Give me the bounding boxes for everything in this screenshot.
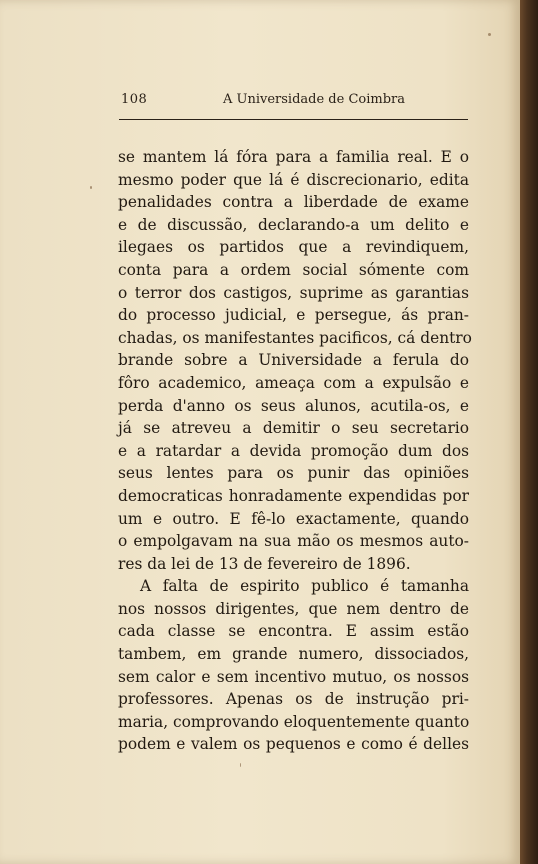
text-line: brande sobre a Universidade a ferula do [118,351,469,370]
text-line: nos nossos dirigentes, que nem dentro de [118,599,469,618]
body-text [118,146,472,756]
text-line: perda d'anno os seus alunos, acutila-os, e [118,396,469,415]
text-line: ilegaes os partidos que a revindiquem, [118,238,469,257]
text-line: res da lei de 13 de fevereiro de 1896. [118,554,411,573]
text-line: seus lentes para os punir das opiniões [118,464,469,483]
text-line: já se atreveu a demitir o seu secretario [118,419,469,438]
text-line: cada classe se encontra. E assim estão [118,622,469,641]
text-line: um e outro. E fê-lo exactamente, quando [118,509,469,528]
text-line: e a ratardar a devida promoção dum dos [118,441,469,460]
text-line: do processo judicial, e persegue, ás pran- [118,306,469,325]
text-line: maria, comprovando eloquentemente quanto [118,712,470,731]
text-line: fôro academico, ameaça com a expulsão e [118,373,469,392]
text-line: A falta de espirito publico é tamanha [140,577,469,596]
text-line: e de discussão, declarando-a um delito e [118,215,469,234]
text-line: tambem, em grande numero, dissociados, [118,645,469,664]
book-spine [520,0,538,864]
running-title: A Universidade de Coimbra [223,92,405,107]
text-line: chadas, os manifestantes pacificos, cá dentro [118,328,472,347]
text-line: se mantem lá fóra para a familia real. E o [118,148,469,166]
header-rule [119,119,468,120]
text-line: penalidades contra a liberdade de exame [118,193,469,212]
running-header [119,92,468,112]
text-line: podem e valem os pequenos e como é delles [118,735,469,754]
text-line: o empolgavam na sua mão os mesmos auto- [118,532,469,551]
paper-speck [488,33,491,36]
text-line: sem calor e sem incentivo mutuo, os nossos [118,667,469,686]
text-line: conta para a ordem social sómente com [118,260,469,279]
text-line: mesmo poder que lá é discrecionario, edita [118,170,469,189]
text-line: professores. Apenas os de instrução pri- [118,690,469,709]
page-number: 108 [121,92,148,107]
paper-speck [90,186,92,189]
text-line: o terror dos castigos, suprime as garantias [118,283,469,302]
paper-speck [240,763,241,767]
text-line: democraticas honradamente expendidas por [118,486,469,505]
